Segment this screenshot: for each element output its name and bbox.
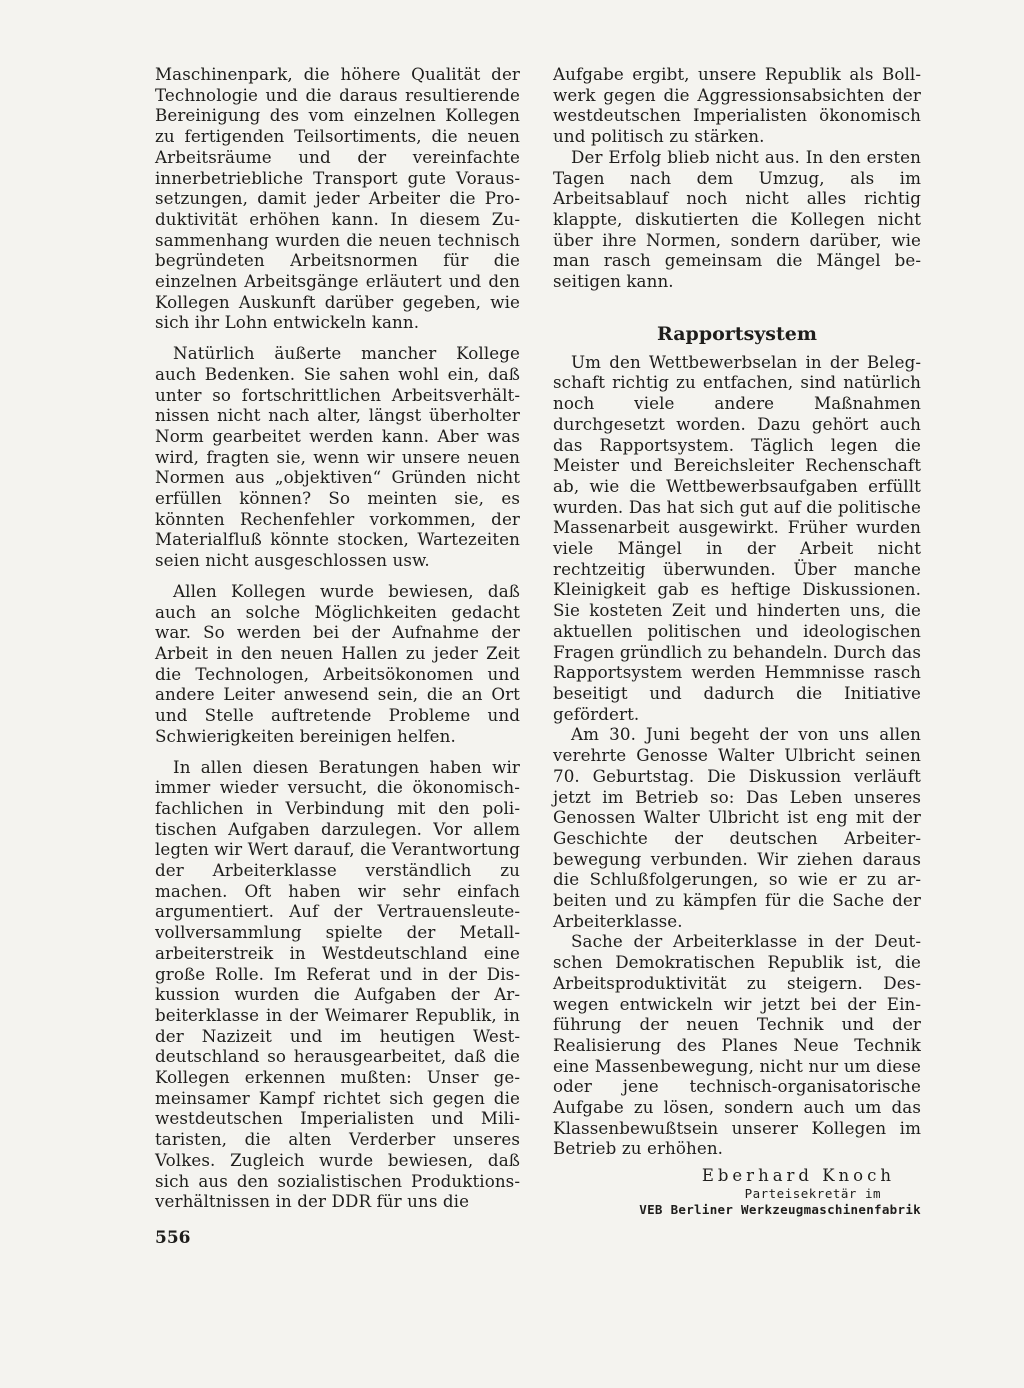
paragraph: Natürlich äußerte mancher Kollege auch Bedenken. Sie sahen wohl ein, daß unter so fortschrittlichen Arbeitsverhältnissen nicht nach alter, längst überholter Norm gearbeitet werden kann. Aber was wird, fragten sie, wenn wir unsere neuen Normen aus „objektiven“ Gründen nicht erfüllen können? So meinten sie, es könnten Rechenfehler vorkommen, der Materialfluß könnte stocken, Wartezeiten seien nicht ausgeschlossen usw.: [155, 343, 520, 571]
right-column: [553, 64, 921, 1218]
paragraph: Um den Wettbewerbselan in der Belegschaft richtig zu entfachen, sind natürlich noch viele andere Maßnahmen durchgesetzt worden. Dazu gehört auch das Rapportsystem. Täglich legen die Meister und Bereichsleiter Rechenschaft ab, wie die Wettbewerbsaufgaben erfüllt wurden. Das hat sich gut auf die politische Massenarbeit ausgewirkt. Früher wurden viele Mängel in der Arbeit nicht rechtzeitig überwunden. Über manche Kleinigkeit gab es heftige Diskussionen. Sie kosteten Zeit und hinderten uns, die aktuellen politischen und ideologischen Fragen gründlich zu behandeln. Durch das Rapportsystem werden Hemmnisse rasch beseitigt und dadurch die Initiative gefördert.: [553, 351, 921, 724]
author-name: Eberhard Knoch: [701, 1166, 895, 1186]
paragraph: In allen diesen Beratungen haben wir immer wieder versucht, die ökonomisch-fachlichen in Verbindung mit den politischen Aufgaben darzulegen. Vor allem legten wir Wert darauf, die Verantwortung der Arbeiterklasse verständlich zu machen. Oft haben wir sehr einfach argumentiert. Auf der Vertrauensleutevollversammlung spielte der Metallarbeiterstreik in Westdeutschland eine große Rolle. Im Referat und in der Diskussion wurden die Aufgaben der Arbeiterklasse in der Weimarer Republik, in der Nazizeit und im heutigen Westdeutschland so herausgearbeitet, daß die Kollegen erkennen mußten: Unser gemeinsamer Kampf richtet sich gegen die westdeutschen Imperialisten und Militaristen, die alten Verderber unseres Volkes. Zugleich wurde bewiesen, daß sich aus den sozialistischen Produktionsverhältnissen in der DDR für uns die: [155, 756, 520, 1212]
left-column: [155, 64, 520, 1222]
page-number: 556: [155, 1228, 191, 1248]
paragraph: Allen Kollegen wurde bewiesen, daß auch an solche Möglichkeiten gedacht war. So werden bei der Aufnahme der Arbeit in den neuen Hallen zu jeder Zeit die Technologen, Arbeitsökonomen und andere Leiter anwesend sein, die an Ort und Stelle auftretende Probleme und Schwierigkeiten bereinigen helfen.: [155, 580, 520, 746]
author-role: Parteisekretär im: [744, 1186, 881, 1202]
signature-block: [553, 1165, 921, 1218]
author-organization: VEB Berliner Werkzeugmaschinenfabrik: [639, 1202, 921, 1218]
section-heading: Rapportsystem: [657, 322, 817, 345]
paragraph: Der Erfolg blieb nicht aus. In den ersten Tagen nach dem Umzug, als im Arbeitsablauf noch nicht alles richtig klappte, diskutierten die Kollegen nicht über ihre Normen, sondern darüber, wie man rasch gemeinsam die Mängel beseitigen kann.: [553, 146, 921, 292]
paragraph: Aufgabe ergibt, unsere Republik als Bollwerk gegen die Aggressionsabsichten der westdeutschen Imperialisten ökonomisch und politisch zu stärken.: [553, 64, 921, 147]
paragraph: Maschinenpark, die höhere Qualität der Technologie und die daraus resultierende Bereinigung des vom einzelnen Kollegen zu fertigenden Teilsortiments, die neuen Arbeitsräume und der vereinfachte innerbetriebliche Transport gute Voraussetzungen, damit jeder Arbeiter die Produktivität erhöhen kann. In diesem Zusammenhang wurden die neuen technisch begründeten Arbeitsnormen für die einzelnen Arbeitsgänge erläutert und den Kollegen Auskunft darüber gegeben, wie sich ihr Lohn entwickeln kann.: [155, 64, 520, 333]
paragraph: Sache der Arbeiterklasse in der Deutschen Demokratischen Republik ist, die Arbeitsproduktivität zu steigern. Deswegen entwickeln wir jetzt bei der Einführung der neuen Technik und der Realisierung des Planes Neue Technik eine Massenbewegung, nicht nur um diese oder jene technisch-organisatorische Aufgabe zu lösen, sondern auch um das Klassenbewußtsein unserer Kollegen im Betrieb zu erhöhen.: [553, 931, 921, 1159]
paragraph: Am 30. Juni begeht der von uns allen verehrte Genosse Walter Ulbricht seinen 70. Geburtstag. Die Diskussion verläuft jetzt im Betrieb so: Das Leben unseres Genossen Walter Ulbricht ist eng mit der Geschichte der deutschen Arbeiterbewegung verbunden. Wir ziehen daraus die Schlußfolgerungen, so wie er zu arbeiten und zu kämpfen für die Sache der Arbeiterklasse.: [553, 724, 921, 931]
